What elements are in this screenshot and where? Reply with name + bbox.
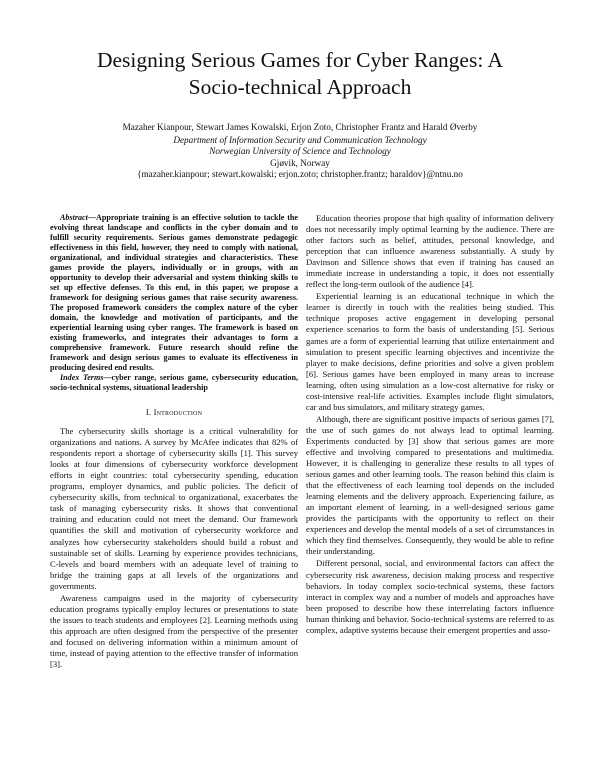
abstract-text: —Appropriate training is an effective solution to tackle the evolving threat landscape and conflicts in the cyber domain and to fulfill security requirements. Serious games demonstrate pedagogic effectiveness in this field, however, they need to comply with national, organizational, and individual strategies and characteristics. These games provide the players, individually or in groups, with an opportunity to develop their adversarial and system thinking skills to set up effective defenses. To this end, in this paper, we propose a framework for designing serious games that raise security awareness. The proposed framework considers the complex nature of the cyber domain, the knowledge and motivation of participants, and the experiential learning using cyber ranges. The framework is based on existing frameworks, and integrates their advantages to form a comprehensive framework. Future research should refine the framework and design serious games to evaluate its effectiveness in producing desired end results. (50, 213, 298, 372)
body-paragraph: Although, there are significant positive impacts of serious games [7], the use of such games do not always lead to optimal learning. Experiments conducted by [3] show that serious games are more effective and involving compared to presentations and multimedia. However, it is challenging to generalize these results to all types of serious games and other learning tools. The reason behind this claim is that the effectiveness of each learning tool depends on the included learning elements and the delivery approach. Experiencing failure, as an important element of learning, in a well-designed serious game provides the participants with the opportunity to reflect on their experiences and develop the mental models of a set of circumstances in which they find themselves. Consequently, they would be able to refine their understanding. (306, 413, 554, 557)
title-line-1: Designing Serious Games for Cyber Ranges: A (96, 48, 504, 72)
abstract (50, 213, 298, 373)
body-paragraph: The cybersecurity skills shortage is a critical vulnerability for organizations and nations. A survey by McAfee indicates that 82% of respondents report a shortage of cybersecurity skills [1]. This survey looks at four dimensions of cybersecurity workforce development efforts in eight countries: total cybersecurity spending, education programs, employer dynamics, and public policies. The deficit of cybersecurity skills, from technical to organizational, exacerbates the task of managing cybersecurity risks. It shows that conventional training and education could not meet the demand. Our framework quantifies the skill and motivation of cybersecurity workforce and analyzes how cybersecurity stakeholders should build a robust and sustainable set of skills. Learning by experience provides technicians, C-levels and board members with an adequate level of training to bridge the training gaps at all levels of the organizations and governments. (50, 426, 298, 591)
index-terms (50, 373, 298, 393)
body-paragraph: Different personal, social, and environmental factors can affect the cybersecurity risk awareness, decision making process and respective behaviors. In today complex socio-technical systems, these factors interact in complex way and a number of models and approaches have been proposed to describe how these interrelating factors influence human thinking and behavior. Socio-technical systems are referred to as complex, adaptive systems because their emergent properties and asso- (306, 558, 554, 635)
section-heading-introduction: I. Introduction (145, 407, 203, 417)
affiliation-university: Norwegian University of Science and Technology (209, 146, 391, 156)
index-terms-text: —cyber range, serious game, cybersecurity education, socio-technical systems, situational leadership (50, 373, 299, 392)
author-emails: {mazaher.kianpour; stewart.kowalski; erjon.zoto; christopher.frantz; haraldov}@ntnu.no (137, 169, 463, 179)
body-paragraph: Awareness campaigns used in the majority of cybersecurity education programs typically employ lectures or presentations to state the issues to teach students and employees [2]. Learning methods using this approach are often designed from the perspective of the presenter and focused on delivering information within a minimum amount of time, instead of paying attention to the effective transfer of information [3]. (50, 592, 298, 670)
title-line-2: Socio-technical Approach (188, 75, 412, 99)
body-paragraph: Education theories propose that high quality of information delivery does not necessarily imply optimal learning by the audience. There are other factors such as belief, attitudes, personal knowledge, and perception that can influence awareness substantially. A study by Davinson and Sillence shows that even if training has caused an immediate increase in understanding a topic, it does not essentially reflect the long-term outlook of the audience [4]. (306, 213, 554, 290)
right-column (306, 213, 554, 637)
abstract-label: Abstract (60, 213, 88, 222)
affiliation (30, 135, 570, 181)
left-column (50, 213, 298, 671)
affiliation-department: Department of Information Security and Communication Technology (173, 134, 427, 145)
affiliation-city: Gjøvik, Norway (270, 157, 330, 168)
author-list: Mazaher Kianpour, Stewart James Kowalski, Erjon Zoto, Christopher Frantz and Harald Øverby (122, 122, 478, 132)
paper-title (40, 47, 560, 101)
body-paragraph: Experiential learning is an educational technique in which the learner is directly in touch with the realities being studied. This technique proposes active engagement in developing personal experience scenarios to form the basis of understanding [5]. Serious games are a form of experiential learning that utilize entertainment and simulation to present specific learning objectives and incentivize the player to make decisions, define priorities and solve a given problem [6]. Serious games have been employed in many areas to increase learning, often using simulation as a low-cost alternative for risky or cost-intensive real-life activities. Examples include flight simulators, car and bus simulators, and military strategy games. (306, 291, 554, 412)
index-terms-label: Index Terms (60, 373, 104, 382)
